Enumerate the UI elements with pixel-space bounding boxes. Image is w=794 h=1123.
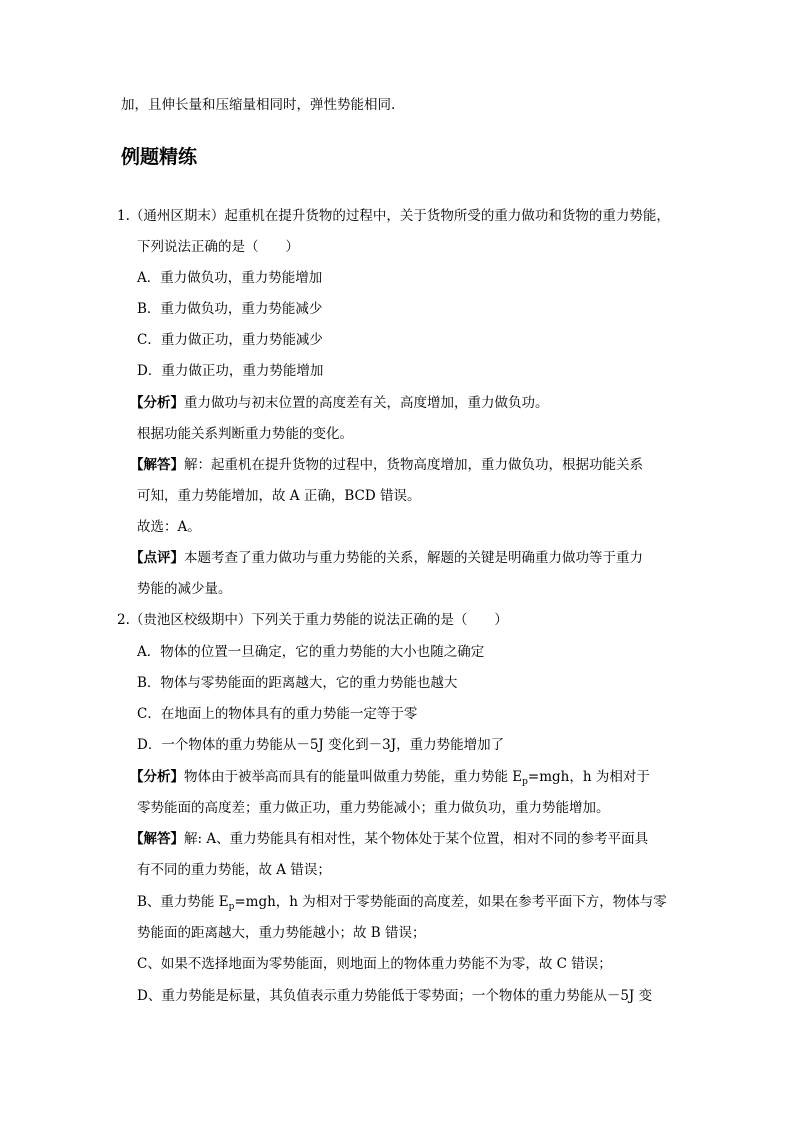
q1-stem-line-1: 1.（通州区期末）起重机在提升货物的过程中，关于货物所受的重力做功和货物的重力势能， — [117, 208, 670, 224]
q1-answer-line-2: 可知，重力势能增加，故 A 正确，BCD 错误。 — [137, 488, 421, 504]
q2-answer-3-text-b: =mgh，h 为相对于零势能面的高度差，如果在参考平面下方，物体与零 — [234, 894, 667, 910]
q1-comment-text: 本题考查了重力做功与重力势能的关系，解题的关键是明确重力做功等于重力 — [184, 550, 643, 566]
q1-analysis-line-2: 根据功能关系判断重力势能的变化。 — [137, 426, 353, 442]
intro-text: 加，且伸长量和压缩量相同时，弹性势能相同. — [121, 97, 396, 113]
q2-analysis-tag: 【分析】 — [130, 769, 184, 785]
q2-answer-line-1 — [130, 830, 648, 848]
q1-comment-line-2: 势能的减少量。 — [137, 581, 232, 597]
q2-answer-line-3 — [137, 893, 667, 911]
q2-analysis-text-a: 物体由于被举高而具有的能量叫做重力势能，重力势能 E — [184, 769, 523, 785]
section-title: 例题精练 — [121, 146, 198, 168]
q2-answer-text: 解: A、重力势能具有相对性，某个物体处于某个位置，相对不同的参考平面具 — [184, 831, 649, 847]
q1-analysis-line-1 — [130, 394, 549, 412]
q1-analysis-tag: 【分析】 — [130, 395, 184, 411]
q2-option-b: B．物体与零势能面的距离越大，它的重力势能也越大 — [137, 675, 458, 691]
q2-answer-3-text-a: B、重力势能 E — [137, 894, 229, 910]
q2-answer-line-2: 有不同的重力势能，故 A 错误； — [137, 862, 331, 878]
q2-stem: 2.（贵池区校级期中）下列关于重力势能的说法正确的是（ ） — [117, 612, 508, 628]
q1-answer-text: 解：起重机在提升货物的过程中，货物高度增加，重力做负功，根据功能关系 — [184, 457, 643, 473]
q2-option-c: C．在地面上的物体具有的重力势能一定等于零 — [137, 706, 418, 722]
q1-comment-line-1 — [130, 549, 643, 567]
q2-analysis-subscript: p — [522, 777, 528, 787]
q2-answer-line-4: 势能面的距离越大，重力势能越小；故 B 错误； — [137, 925, 426, 941]
q1-analysis-text: 重力做功与初末位置的高度差有关，高度增加，重力做负功。 — [184, 395, 549, 411]
q1-answer-line-1 — [130, 456, 643, 474]
q2-analysis-text-b: =mgh，h 为相对于 — [527, 769, 650, 785]
q2-analysis-line-2: 零势能面的高度差；重力做正功，重力势能减小；重力做负功，重力势能增加。 — [137, 800, 610, 816]
q2-option-d: D．一个物体的重力势能从－5J 变化到－3J，重力势能增加了 — [137, 737, 505, 753]
q2-option-a: A．物体的位置一旦确定，它的重力势能的大小也随之确定 — [137, 644, 485, 660]
q1-option-d: D．重力做正功，重力势能增加 — [137, 363, 324, 379]
q1-option-a: A．重力做负功，重力势能增加 — [137, 270, 323, 286]
q2-analysis-line-1 — [130, 768, 650, 786]
q1-choice: 故选：A。 — [137, 519, 201, 535]
q1-option-c: C．重力做正功，重力势能减少 — [137, 332, 323, 348]
q1-answer-tag: 【解答】 — [130, 457, 184, 473]
q1-stem-line-2: 下列说法正确的是（ ） — [137, 239, 299, 255]
q2-answer-tag: 【解答】 — [130, 831, 184, 847]
q2-answer-line-5: C、如果不选择地面为零势能面，则地面上的物体重力势能不为零，故 C 错误； — [137, 956, 612, 972]
q1-comment-tag: 【点评】 — [130, 550, 184, 566]
q2-answer-3-subscript: p — [228, 902, 235, 912]
q2-answer-line-6: D、重力势能是标量，其负值表示重力势能低于零势面；一个物体的重力势能从－5J 变 — [137, 988, 653, 1004]
q1-option-b: B．重力做负功，重力势能减少 — [137, 301, 323, 317]
